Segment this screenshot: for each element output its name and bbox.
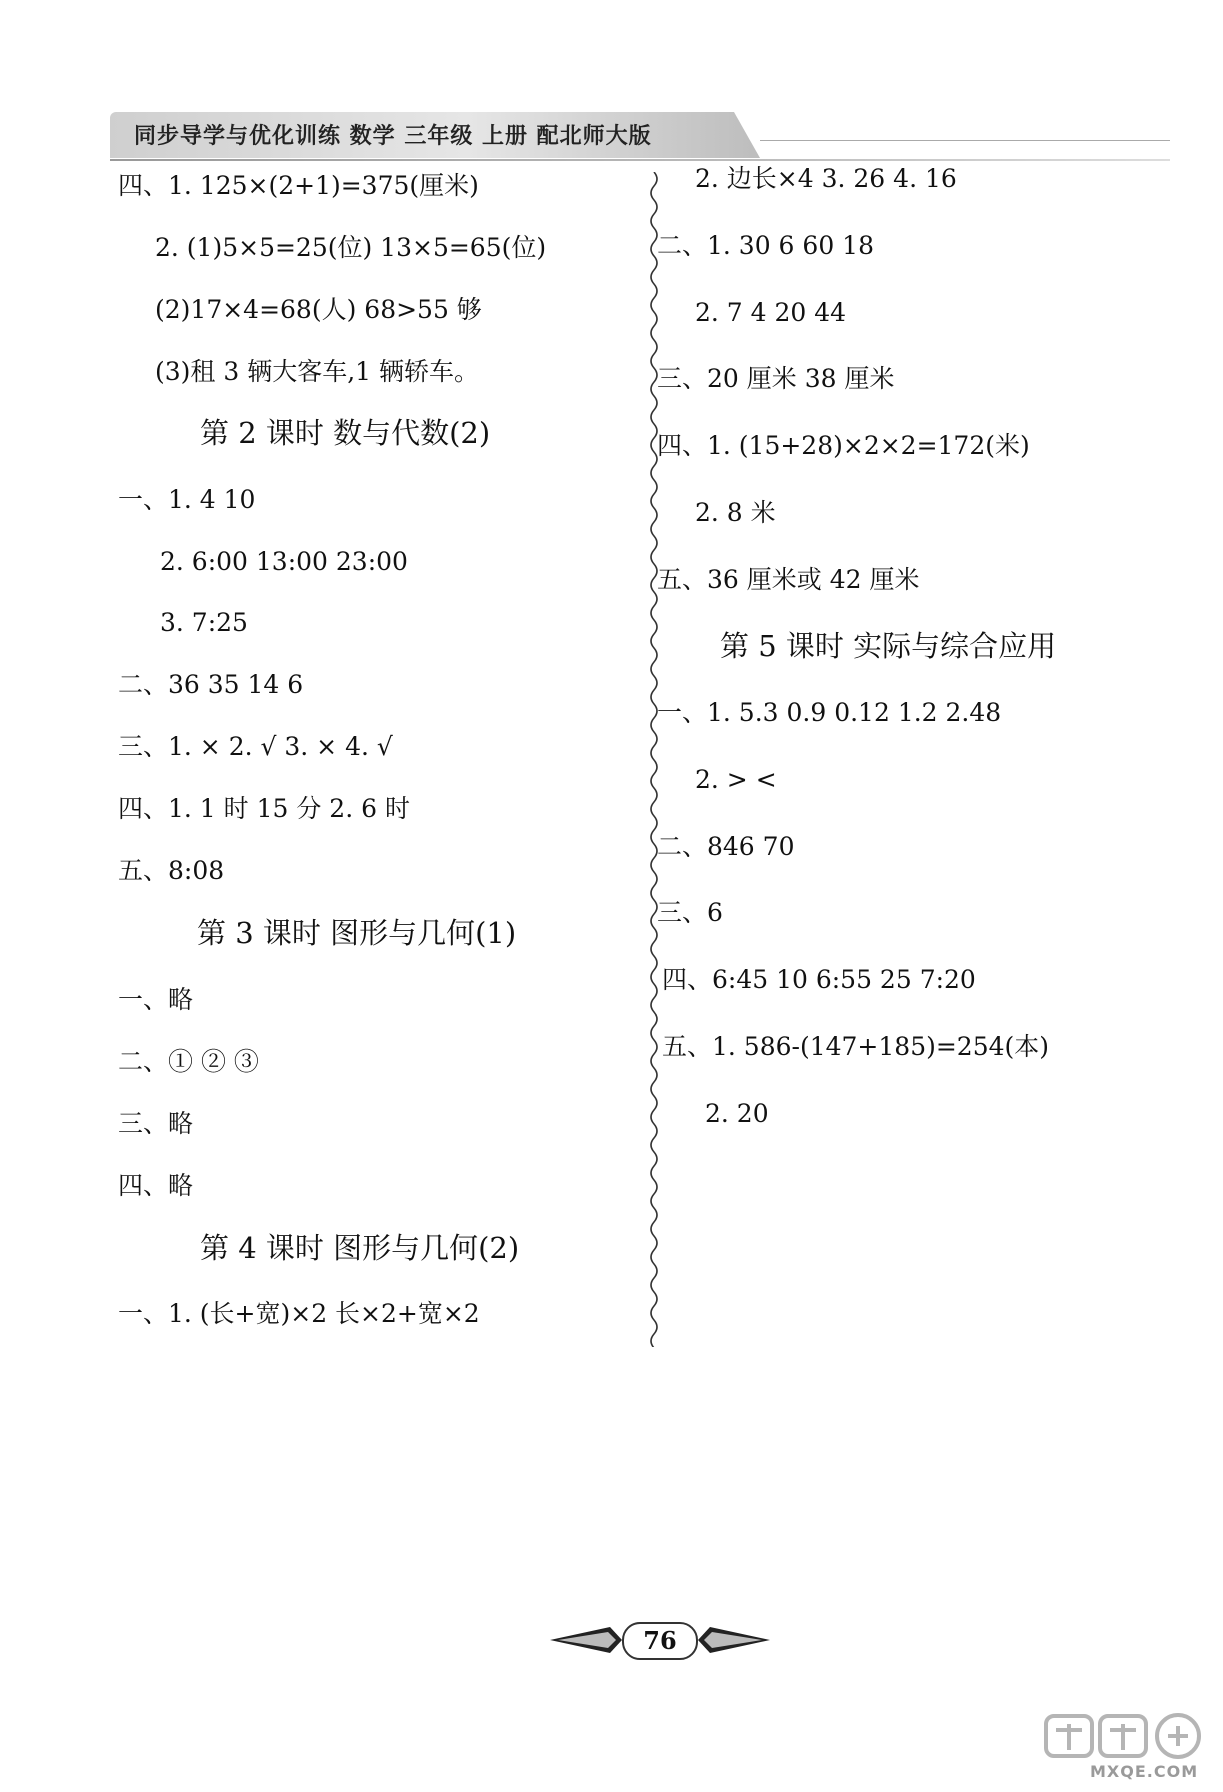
lesson-heading: 第 5 课时 实际与综合应用 — [720, 629, 1057, 663]
lesson-heading: 第 2 课时 数与代数(2) — [200, 416, 491, 450]
answer-line: 二、36 35 14 6 — [118, 670, 304, 699]
answer-line: 2. 边长×4 3. 26 4. 16 — [695, 164, 957, 193]
header-rule — [110, 159, 1170, 161]
answer-line: 四、1. 125×(2+1)=375(厘米) — [118, 171, 479, 200]
answer-line: 二、846 70 — [657, 832, 795, 861]
answer-line: 五、1. 586-(147+185)=254(本) — [662, 1032, 1050, 1061]
answer-line: 2. 6:00 13:00 23:00 — [160, 547, 408, 576]
answer-line: (3)租 3 辆大客车,1 辆轿车。 — [155, 357, 480, 386]
answer-line: 3. 7:25 — [160, 608, 248, 637]
answer-line: 三、20 厘米 38 厘米 — [657, 364, 895, 393]
answer-line: 2. > < — [695, 765, 777, 794]
answer-line: 一、1. 4 10 — [118, 485, 256, 514]
answer-line: 二、① ② ③ — [118, 1047, 259, 1076]
answer-line: 2. 7 4 20 44 — [695, 298, 847, 327]
answer-line: 2. (1)5×5=25(位) 13×5=65(位) — [155, 233, 547, 262]
answer-line: 五、36 厘米或 42 厘米 — [657, 565, 920, 594]
lesson-heading: 第 4 课时 图形与几何(2) — [200, 1231, 520, 1265]
answer-line: 四、略 — [118, 1171, 194, 1200]
column-divider — [647, 172, 661, 1347]
answer-line: 二、1. 30 6 60 18 — [657, 231, 874, 260]
watermark-url: MXQE.COM — [1090, 1762, 1199, 1781]
answer-line: 一、略 — [118, 985, 194, 1014]
answer-line: 一、1. 5.3 0.9 0.12 1.2 2.48 — [657, 698, 1002, 727]
page-number: 76 — [622, 1622, 698, 1660]
answer-line: 四、6:45 10 6:55 25 7:20 — [662, 965, 976, 994]
lesson-heading: 第 3 课时 图形与几何(1) — [197, 916, 517, 950]
answer-line: (2)17×4=68(人) 68>55 够 — [155, 295, 482, 324]
answer-line: 2. 20 — [705, 1099, 769, 1128]
header-title: 同步导学与优化训练 数学 三年级 上册 配北师大版 — [134, 123, 652, 149]
header-rule-thin — [760, 140, 1170, 141]
answer-line: 五、8:08 — [118, 856, 225, 885]
answer-line: 三、6 — [657, 898, 723, 927]
answer-line: 三、略 — [118, 1109, 194, 1138]
answer-line: 2. 8 米 — [695, 498, 776, 527]
answer-line: 三、1. × 2. √ 3. × 4. √ — [118, 732, 393, 761]
answer-line: 四、1. 1 时 15 分 2. 6 时 — [118, 794, 410, 823]
answer-line: 四、1. (15+28)×2×2=172(米) — [657, 431, 1030, 460]
answer-line: 一、1. (长+宽)×2 长×2+宽×2 — [118, 1299, 480, 1328]
